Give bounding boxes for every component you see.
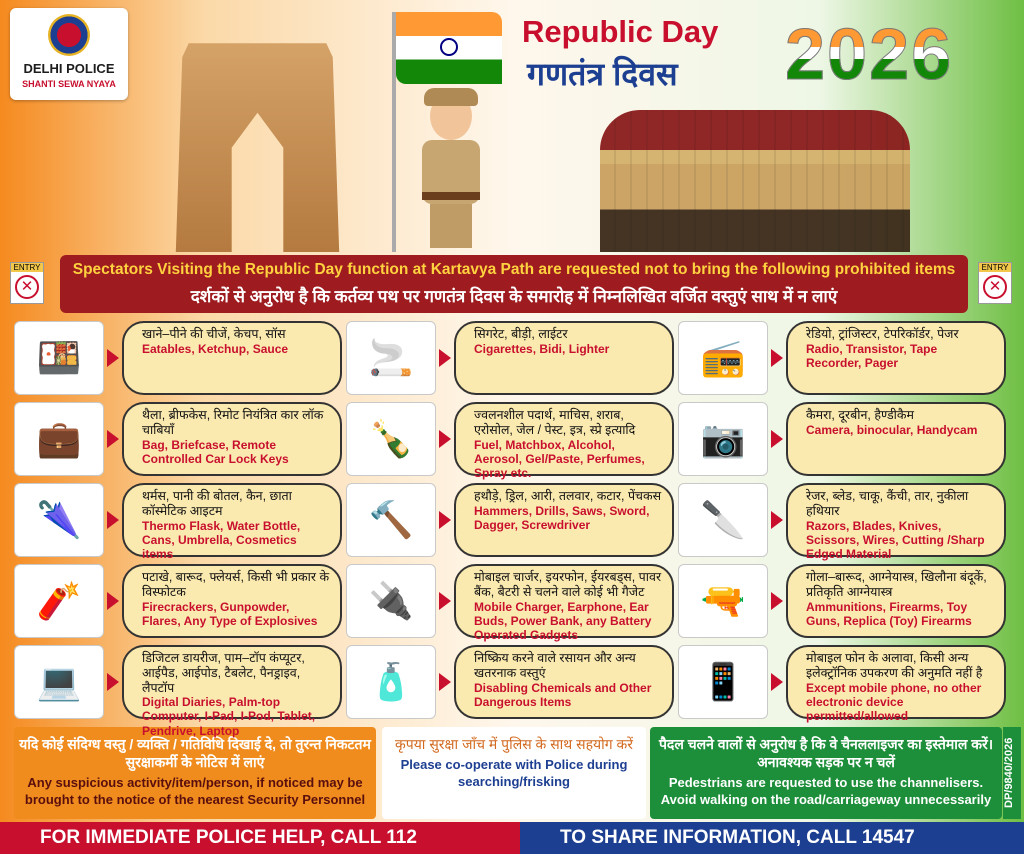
police-emblem-icon: [48, 14, 90, 56]
prohibited-item: [346, 645, 674, 719]
suspicious-activity-notice: यदि कोई संदिग्ध वस्तु / व्यक्ति / गतिविधि दिखाई दे, तो तुरन्त निकटतम सुरक्षाकर्मी के नोटिस में लाएं Any suspicious activity/item/person, if noticed may be brought to the notice of the nearest Security Personnel: [14, 727, 376, 819]
arrow-right-icon: [439, 430, 451, 448]
item-description: [454, 645, 674, 719]
arrow-right-icon: [107, 430, 119, 448]
arrow-right-icon: [439, 349, 451, 367]
arrow-right-icon: [771, 430, 783, 448]
item-description: [454, 483, 674, 557]
item-label-hindi: सिगरेट, बीड़ी, लाईटर: [474, 327, 568, 341]
prohibited-item: [346, 483, 674, 557]
item-label-english: Radio, Transistor, Tape Recorder, Pager: [806, 341, 938, 370]
item-description: [786, 402, 1006, 476]
logo-motto: SHANTI SEWA NYAYA: [22, 79, 116, 89]
item-description: [454, 321, 674, 395]
prohibited-item: [346, 402, 674, 480]
prohibited-item: [14, 483, 342, 561]
mobile-allowed-icon: 📱: [678, 645, 768, 719]
prohibited-item: [678, 483, 1006, 561]
cigarette-icon: 🚬: [346, 321, 436, 395]
prohibited-items-banner: [60, 255, 968, 313]
prohibited-item: [678, 645, 1006, 723]
item-label-hindi: ज्वलनशील पदार्थ, माचिस, शराब, एरोसोल, जेल / पेस्ट, इत्र, स्प्रे इत्यादि: [474, 408, 636, 437]
item-label-english: Digital Diaries, Palm-top Computer, I-Pad, I-Pod, Tablet, Pendrive, Laptop: [142, 695, 316, 738]
item-label-hindi: गोला–बारूद, आग्नेयास्त्र, खिलौना बंदूकें, प्रतिकृति आग्नेयास्त्र: [806, 570, 987, 599]
item-label-hindi: हथौड़े, ड्रिल, आरी, तलवार, कटार, पेंचकस: [474, 489, 662, 503]
logo-name: DELHI POLICE: [23, 61, 115, 76]
charger-icon: 🔌: [346, 564, 436, 638]
prohibited-item: [346, 321, 674, 395]
briefcase-icon: 💼: [14, 402, 104, 476]
arrow-right-icon: [439, 592, 451, 610]
firecracker-icon: 🧨: [14, 564, 104, 638]
item-label-hindi: निष्क्रिय करने वाले रसायन और अन्य खतरनाक वस्तुएं: [474, 651, 636, 680]
parade-contingent-image: [600, 110, 910, 252]
cross-icon: ✕: [15, 275, 39, 299]
radio-icon: 📻: [678, 321, 768, 395]
item-description: [786, 564, 1006, 638]
prohibited-item: [14, 564, 342, 638]
laptop-icon: 💻: [14, 645, 104, 719]
year: 2026: [785, 15, 954, 95]
item-description: [122, 321, 342, 395]
arrow-right-icon: [771, 511, 783, 529]
knife-icon: 🔪: [678, 483, 768, 557]
chemical-bottles-icon: 🧴: [346, 645, 436, 719]
arrow-right-icon: [107, 349, 119, 367]
prohibited-item: [678, 564, 1006, 638]
arrow-right-icon: [771, 673, 783, 691]
prohibited-item: [14, 321, 342, 395]
police-help-line: FOR IMMEDIATE POLICE HELP, CALL 112: [0, 822, 520, 854]
no-entry-badge-right: ENTRY ✕: [978, 262, 1012, 304]
item-label-english: Bag, Briefcase, Remote Controlled Car Lock Keys: [142, 437, 289, 466]
arrow-right-icon: [107, 511, 119, 529]
item-label-english: Cigarettes, Bidi, Lighter: [474, 341, 610, 356]
item-label-hindi: रेडियो, ट्रांजिस्टर, टेपरिकॉर्डर, पेजर: [806, 327, 959, 341]
information-line: TO SHARE INFORMATION, CALL 14547: [520, 822, 1024, 854]
pedestrian-notice: पैदल चलने वालों से अनुरोध है कि वे चैनललाइजर का इस्तेमाल करें। अनावश्यक सड़क पर न चलें Pedestrians are requested to use the channelisers. Avoid walking on the road/carriageway unnecessarily: [650, 727, 1002, 819]
prohibited-item: [346, 564, 674, 642]
food-container-icon: 🍱: [14, 321, 104, 395]
item-description: [122, 645, 342, 738]
item-label-hindi: पटाखे, बारूद, फ्लेयर्स, किसी भी प्रकार के विस्फोटक: [142, 570, 330, 599]
item-description: [786, 645, 1006, 723]
arrow-right-icon: [771, 349, 783, 367]
item-description: [122, 564, 342, 638]
no-entry-badge-left: ENTRY ✕: [10, 262, 44, 304]
item-description: [786, 321, 1006, 395]
item-label-english: Firecrackers, Gunpowder, Flares, Any Type of Explosives: [142, 599, 318, 628]
saluting-policeman-illustration: [412, 92, 490, 252]
item-label-hindi: मोबाइल फोन के अलावा, किसी अन्य इलेक्ट्रॉनिक उपकरण की अनुमति नहीं है: [806, 651, 983, 680]
title-hindi: गणतंत्र दिवस: [527, 56, 678, 92]
banner-english: Spectators Visiting the Republic Day function at Kartavya Path are requested not to bring the following prohibited items: [72, 261, 956, 278]
arrow-right-icon: [439, 673, 451, 691]
arrow-right-icon: [439, 511, 451, 529]
cooperate-notice: कृपया सुरक्षा जाँच में पुलिस के साथ सहयोग करें Please co-operate with Police during searching/frisking: [382, 727, 646, 819]
item-label-english: Hammers, Drills, Saws, Sword, Dagger, Screwdriver: [474, 503, 650, 532]
item-label-english: Fuel, Matchbox, Alcohol, Aerosol, Gel/Paste, Perfumes, Spray etc.: [474, 437, 645, 480]
item-description: [122, 402, 342, 476]
item-label-hindi: थैला, ब्रीफकेस, रिमोट नियंत्रित कार लॉक चाबियाँ: [142, 408, 324, 437]
item-label-english: Eatables, Ketchup, Sauce: [142, 341, 289, 356]
footer: [0, 822, 1024, 854]
prohibited-item: [678, 402, 1006, 476]
item-label-english: Except mobile phone, no other electronic device permitted/allowed: [806, 680, 982, 723]
tools-icon: 🔨: [346, 483, 436, 557]
ashoka-chakra-icon: [440, 38, 458, 56]
item-label-english: Camera, binocular, Handycam: [806, 422, 978, 437]
item-description: [454, 564, 674, 642]
title-english: Republic Day: [522, 14, 719, 49]
prohibited-item: [678, 321, 1006, 395]
india-gate-image: [150, 20, 365, 252]
cross-icon: ✕: [983, 275, 1007, 299]
item-label-english: Ammunitions, Firearms, Toy Guns, Replica (Toy) Firearms: [806, 599, 972, 628]
item-label-hindi: मोबाइल चार्जर, इयरफोन, ईयरबड्स, पावर बैंक, बैटरी से चलने वाले कोई भी गैजेट: [474, 570, 662, 599]
arrow-right-icon: [107, 673, 119, 691]
reference-code: DP/9840/2026: [1003, 727, 1021, 819]
item-label-english: Thermo Flask, Water Bottle, Cans, Umbrella, Cosmetics items: [142, 518, 301, 561]
item-label-english: Disabling Chemicals and Other Dangerous Items: [474, 680, 652, 709]
item-label-english: Mobile Charger, Earphone, Ear Buds, Power Bank, any Battery Operated Gadgets: [474, 599, 652, 642]
item-description: [786, 483, 1006, 561]
item-label-hindi: कैमरा, दूरबीन, हैण्डीकैम: [806, 408, 914, 422]
header: [0, 0, 1024, 252]
item-label-english: Razors, Blades, Knives, Scissors, Wires, Cutting /Sharp Edged Material: [806, 518, 985, 561]
item-description: [454, 402, 674, 480]
item-label-hindi: रेजर, ब्लेड, चाकू, कैंची, तार, नुकीला हथियार: [806, 489, 969, 518]
bottle-icon: 🍾: [346, 402, 436, 476]
item-label-hindi: खाने–पीने की चीजें, केचप, सॉस: [142, 327, 286, 341]
item-label-hindi: डिजिटल डायरीज, पाम–टॉप कंप्यूटर, आईपैड, आईपोड, टैबलेट, पैनड्राइव, लैपटॉप: [142, 651, 305, 695]
prohibited-item: [14, 645, 342, 738]
delhi-police-logo: [10, 8, 128, 100]
item-description: [122, 483, 342, 561]
arrow-right-icon: [107, 592, 119, 610]
item-label-hindi: थर्मस, पानी की बोतल, कैन, छाता कॉस्मेटिक आइटम: [142, 489, 292, 518]
camera-icon: 📷: [678, 402, 768, 476]
arrow-right-icon: [771, 592, 783, 610]
banner-hindi: दर्शकों से अनुरोध है कि कर्तव्य पथ पर गणतंत्र दिवस के समारोह में निम्नलिखित वर्जित वस्तुएं साथ में न लाएं: [190, 287, 838, 306]
thermos-icon: 🌂: [14, 483, 104, 557]
prohibited-item: [14, 402, 342, 476]
gun-icon: 🔫: [678, 564, 768, 638]
